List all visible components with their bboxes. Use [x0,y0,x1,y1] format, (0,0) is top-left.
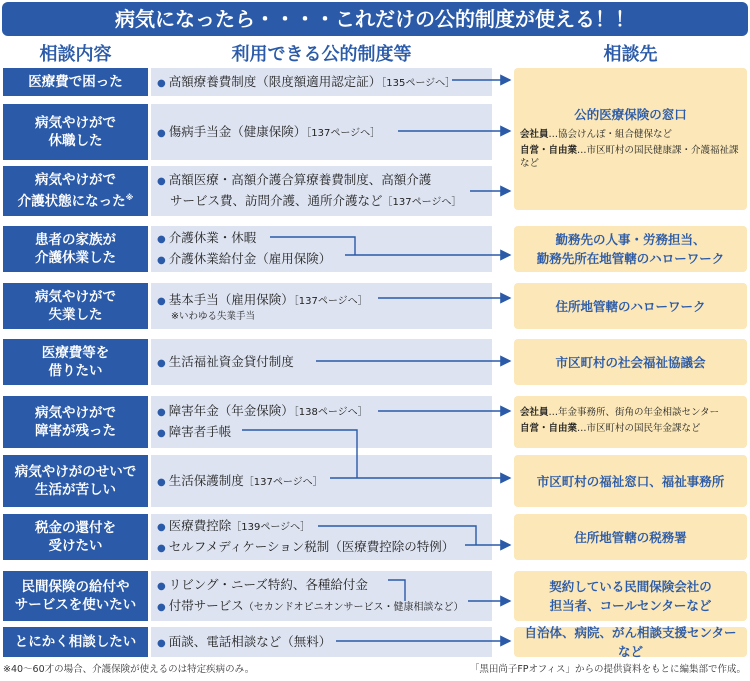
system-name: 障害者手帳 [168,424,232,439]
contact-detail-text: …年金事務所、街角の年金相談センター [548,407,720,418]
consultation-label-line: 生活が苦しい [35,482,116,498]
contact-line: 市区町村の福祉窓口、福祉事務所 [536,473,725,489]
bullet-icon: ● [157,476,166,488]
consultation-label-line: 病気やけがで [35,289,116,305]
consultation-label-line: 休職した [48,133,103,149]
contact-detail-who: 会社員 [520,407,549,418]
contact-title: 公的医療保険の窓口 [574,107,687,122]
system-name: 付帯サービス [168,598,244,613]
consultation-label-line: 介護休業した [35,250,116,266]
bullet-icon: ● [157,637,166,649]
bullet-icon: ● [157,176,166,187]
page-reference: ［137ページへ］ [382,197,462,208]
system-name: 生活福祉資金貸付制度 [168,353,294,369]
page-reference: ［138ページへ］ [293,407,368,418]
system-name: 傷病手当金（健康保険） [168,123,307,139]
system-name: 高額療養費制度（限度額適用認定証） [168,73,382,89]
bullet-icon: ● [157,234,166,245]
header-consultation: 相談内容 [39,44,112,65]
system-name: 生活保護制度 [168,472,244,488]
bullet-icon: ● [157,127,166,139]
note-mark: ※ [125,193,134,203]
page-reference: ［135ページへ］ [381,77,456,89]
consultation-label-line: 患者の家族が [35,232,116,248]
contact-line: 担当者、コールセンターなど [549,598,712,613]
system-name: リビング・ニーズ特約、各種給付金 [168,577,368,592]
bullet-icon: ● [157,77,166,89]
contact-line: 住所地管轄のハローワーク [555,298,706,314]
page-reference: ［137ページへ］ [306,127,381,139]
consultation-label-line: 医療費で困った [28,74,123,90]
contact-line: 勤務先の人事・労務担当、 [555,232,706,247]
contact-line: 住所地管轄の税務署 [574,529,687,545]
page-reference: ［137ページへ］ [293,295,368,307]
header-contact: 相談先 [603,44,658,65]
contact-detail-text: …市区町村の国民健康課・介護福祉課など [520,145,739,169]
system-subnote: ※いわゆる失業手当 [171,310,255,322]
consultation-label-line: 病気やけがで [35,405,116,421]
contact-detail-who: 自営・自由業 [520,423,578,434]
consultation-label-line: 民間保険の給付や [21,579,130,595]
system-name: 面談、電話相談など（無料） [168,633,332,649]
system-name: 介護休業・休暇 [168,230,257,245]
bullet-icon: ● [157,522,166,533]
consultation-label-line: 医療費等を [41,345,110,361]
page-title: 病気になったら・・・・これだけの公的制度が使える！！ [2,2,748,36]
contact-detail-text: …市区町村の国民年金課など [577,423,701,434]
consultation-label-line: 失業した [48,307,103,323]
system-name: 基本手当（雇用保険） [168,291,294,307]
footnote-left: ※40〜60才の場合、介護保険が使えるのは特定疾病のみ。 [3,664,255,675]
consultation-label-line: とにかく相談したい [14,634,137,650]
bullet-icon: ● [157,407,166,418]
page-reference: ［137ページへ］ [243,476,323,488]
consultation-label-line: 病気やけがのせいで [14,464,137,480]
consultation-label-line: 受けたい [48,538,103,554]
consultation-label-line: 介護状態になった※ [17,193,134,210]
consultation-label-line: 障害が残った [35,423,116,439]
system-name: 介護休業給付金（雇用保険） [168,251,332,266]
contact-line: 自治体、病院、がん相談支援センターなど [524,625,737,659]
consultation-label-line: 病気やけがで [35,172,116,189]
bullet-icon: ● [157,543,166,554]
bullet-icon: ● [157,357,166,369]
footnote-right: 「黒田尚子FPオフィス」からの提供資料をもとに編集部で作成。 [469,664,746,675]
page-reference: ［139ページへ］ [231,522,311,533]
consultation-label-line: サービスを使いたい [14,597,137,613]
system-name: 医療費控除 [168,518,232,533]
bullet-icon: ● [157,602,166,613]
contact-detail-who: 自営・自由業 [520,145,578,156]
bullet-icon: ● [157,581,166,592]
consultation-label-line: 病気やけがで [35,115,116,131]
system-name: サービス費、訪問介護、通所介護など [170,193,383,208]
contact-line: 勤務先所在地管轄のハローワーク [536,251,725,266]
contact-line: 市区町村の社会福祉協議会 [555,354,706,370]
contact-detail-text: …協会けんぽ・組合健保など [548,129,673,140]
contact-line: 契約している民間保険会社の [549,579,712,594]
bullet-icon: ● [157,255,166,266]
system-name: 障害年金（年金保険） [168,403,294,418]
bullet-icon: ● [157,428,166,439]
consultation-label-line: 借りたい [48,363,103,379]
consultation-label-line: 税金の還付を [35,520,116,536]
system-name: 高額医療・高額介護合算療養費制度、高額介護 [168,172,432,187]
contact-detail-who: 会社員 [520,129,549,140]
page-reference: （セカンドオピニオンサービス・健康相談など） [243,602,464,613]
system-name: セルフメディケーション税制（医療費控除の特例） [168,539,455,554]
bullet-icon: ● [157,295,166,307]
header-systems: 利用できる公的制度等 [231,44,412,65]
